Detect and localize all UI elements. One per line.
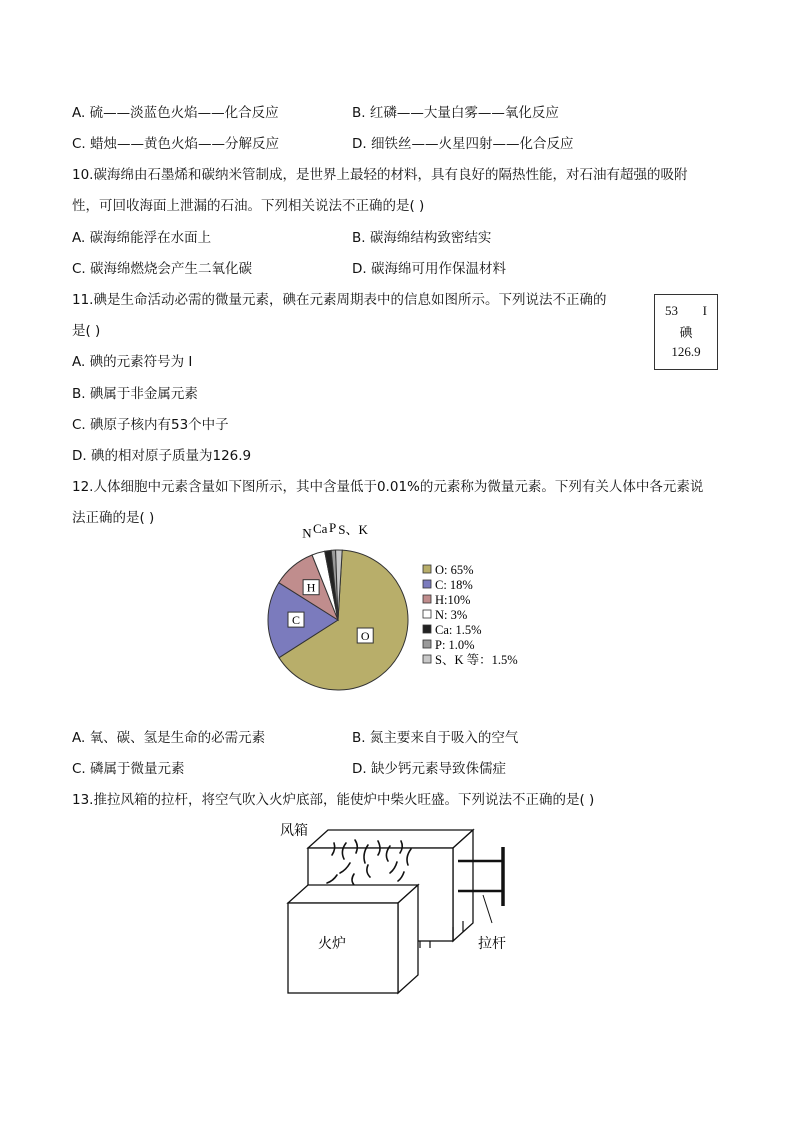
element-symbol: I xyxy=(702,303,707,318)
element-content-pie-chart xyxy=(255,520,545,700)
legend-swatch xyxy=(423,565,431,573)
q11-stem-line1: 11.碘是生命活动必需的微量元素，碘在元素周期表中的信息如图所示。下列说法不正确的 xyxy=(72,292,607,308)
q11-option-c: C. 碘原子核内有53个中子 xyxy=(72,417,229,433)
pie-slice-label: N xyxy=(302,525,312,541)
q9-option-d: D. 细铁丝——火星四射——化合反应 xyxy=(352,136,574,152)
pie-slice-label: S、K xyxy=(338,522,368,537)
legend-entry: C: 18% xyxy=(435,578,473,592)
pie-slice-label: Ca xyxy=(312,520,328,536)
bellows-furnace-diagram xyxy=(270,815,530,1000)
q12-option-d: D. 缺少钙元素导致侏儒症 xyxy=(352,761,506,777)
rod-label: 拉杆 xyxy=(478,937,506,952)
q10-option-b: B. 碳海绵结构致密结实 xyxy=(352,230,492,246)
atomic-number: 53 xyxy=(665,303,678,318)
q10-option-a: A. 碳海绵能浮在水面上 xyxy=(72,230,212,246)
q9-option-c: C. 蜡烛——黄色火焰——分解反应 xyxy=(72,136,280,152)
q13-stem: 13.推拉风箱的拉杆，将空气吹入火炉底部，能使炉中柴火旺盛。下列说法不正确的是( ) xyxy=(72,792,595,808)
q12-option-a: A. 氧、碳、氢是生命的必需元素 xyxy=(72,730,266,746)
q9-option-b: B. 红磷——大量白雾——氧化反应 xyxy=(352,105,559,121)
q10-stem-line1: 10.碳海绵由石墨烯和碳纳米管制成，是世界上最轻的材料，具有良好的隔热性能，对石油有超强的吸附 xyxy=(72,167,688,183)
legend-entry: S、K 等：1.5% xyxy=(435,653,518,667)
pie-slice-label: H xyxy=(306,580,316,595)
legend-swatch xyxy=(423,640,431,648)
furnace-box xyxy=(288,885,418,993)
legend-swatch xyxy=(423,580,431,588)
q12-option-b: B. 氮主要来自于吸入的空气 xyxy=(352,730,519,746)
q11-option-b: B. 碘属于非金属元素 xyxy=(72,386,198,402)
pie-slice-label: C xyxy=(291,613,301,628)
pie-slice-label: O xyxy=(360,629,370,643)
legend-entry: H:10% xyxy=(435,593,471,607)
legend-swatch xyxy=(423,625,431,633)
bellows-label: 风箱 xyxy=(280,824,308,839)
q11-option-d: D. 碘的相对原子质量为126.9 xyxy=(72,448,252,464)
q10-option-d: D. 碳海绵可用作保温材料 xyxy=(352,261,506,277)
q12-stem-line1: 12.人体细胞中元素含量如下图所示，其中含量低于0.01%的元素称为微量元素。下列有关人体中各元素说 xyxy=(72,479,704,495)
iodine-element-card xyxy=(654,294,718,370)
legend-swatch xyxy=(423,655,431,663)
legend-swatch xyxy=(423,595,431,603)
legend-entry: O: 65% xyxy=(435,563,474,577)
q9-option-a: A. 硫——淡蓝色火焰——化合反应 xyxy=(72,105,279,121)
atomic-mass: 126.9 xyxy=(671,344,701,359)
legend-swatch xyxy=(423,610,431,618)
q12-option-c: C. 磷属于微量元素 xyxy=(72,761,185,777)
legend-entry: N: 3% xyxy=(435,608,468,622)
legend-entry: Ca: 1.5% xyxy=(435,623,482,637)
q12-stem-line2: 法正确的是( ) xyxy=(72,510,155,526)
q10-stem-line2: 性，可回收海面上泄漏的石油。下列相关说法不正确的是( ) xyxy=(72,198,425,214)
element-name: 碘 xyxy=(679,326,693,341)
pie-slice-label: P xyxy=(328,520,337,536)
q11-stem-line2: 是( ) xyxy=(72,323,101,339)
furnace-label: 火炉 xyxy=(318,937,346,952)
q11-option-a: A. 碘的元素符号为 I xyxy=(72,354,193,370)
legend-entry: P: 1.0% xyxy=(435,638,475,652)
q10-option-c: C. 碳海绵燃烧会产生二氧化碳 xyxy=(72,261,253,277)
